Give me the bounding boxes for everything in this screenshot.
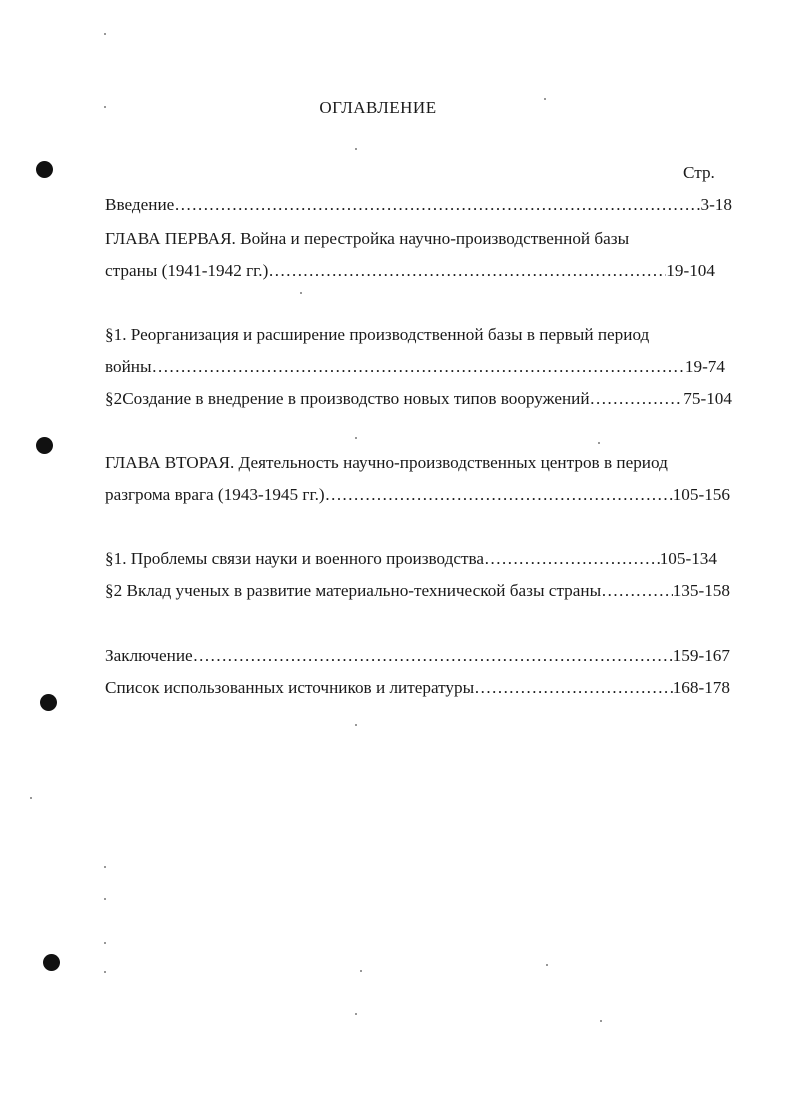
leader-dots (590, 389, 684, 409)
toc-entry-text: §2 Вклад ученых в развитие материально-технической базы страны (105, 581, 602, 600)
toc-entry-text: войны (105, 357, 152, 376)
toc-entry-text: §2Создание в внедрение в производство новых типов вооружений (105, 389, 590, 408)
toc-section-2-2 (105, 581, 730, 601)
scan-speck (104, 866, 106, 868)
scan-speck (355, 724, 357, 726)
toc-entry-pages: 19-104 (666, 261, 715, 280)
toc-entry-pages: 168-178 (672, 678, 730, 697)
punch-hole-1 (36, 161, 53, 178)
toc-entry-introduction (105, 195, 732, 215)
scan-speck (30, 797, 32, 799)
toc-entry-text: Заключение (105, 646, 193, 665)
toc-title: ОГЛАВЛЕНИЕ (319, 98, 437, 117)
toc-section-1-2 (105, 389, 732, 409)
toc-entry-pages: 105-134 (659, 549, 717, 568)
toc-chapter-1-line1: ГЛАВА ПЕРВАЯ. Война и перестройка научно-производственной базы (105, 229, 630, 248)
scan-speck (104, 898, 106, 900)
toc-entry-text: страны (1941-1942 гг.) (105, 261, 269, 280)
leader-dots (474, 678, 673, 698)
toc-entry-text: разгрома врага (1943-1945 гг.) (105, 485, 325, 504)
scan-speck (104, 942, 106, 944)
toc-entry-pages: 105-156 (672, 485, 730, 504)
punch-hole-4 (43, 954, 60, 971)
scan-speck (355, 148, 357, 150)
toc-entry-text: §1. Проблемы связи науки и военного производства (105, 549, 485, 568)
leader-dots (152, 357, 685, 377)
leader-dots (601, 581, 673, 601)
toc-entry-pages: 3-18 (700, 195, 732, 214)
toc-bibliography (105, 678, 730, 698)
toc-entry-text: Список использованных источников и литературы (105, 678, 475, 697)
scan-speck (104, 971, 106, 973)
leader-dots (268, 261, 666, 281)
toc-entry-pages: 75-104 (683, 389, 732, 408)
toc-entry-text: Введение (105, 195, 175, 214)
toc-entry-pages: 19-74 (684, 357, 725, 376)
toc-section-2-1 (105, 549, 717, 569)
punch-hole-2 (36, 437, 53, 454)
scan-speck (355, 1013, 357, 1015)
leader-dots (174, 195, 700, 215)
toc-chapter-2-line1: ГЛАВА ВТОРАЯ. Деятельность научно-производственных центров в период (105, 453, 668, 472)
scan-speck (598, 442, 600, 444)
toc-conclusion (105, 646, 730, 666)
toc-entry-pages: 135-158 (672, 581, 730, 600)
punch-hole-3 (40, 694, 57, 711)
leader-dots (193, 646, 673, 666)
scan-speck (546, 964, 548, 966)
scan-speck (360, 970, 362, 972)
toc-section-1-1 (105, 357, 725, 377)
scan-speck (355, 437, 357, 439)
toc-entry-pages: 159-167 (672, 646, 730, 665)
scan-speck (300, 292, 302, 294)
toc-chapter-1 (105, 261, 715, 281)
leader-dots (325, 485, 673, 505)
toc-chapter-2 (105, 485, 730, 505)
page-column-header: Стр. (683, 163, 715, 182)
scan-speck (600, 1020, 602, 1022)
leader-dots (484, 549, 660, 569)
toc-section-1-1-line1: §1. Реорганизация и расширение производственной базы в первый период (105, 325, 650, 344)
scan-speck (104, 33, 106, 35)
